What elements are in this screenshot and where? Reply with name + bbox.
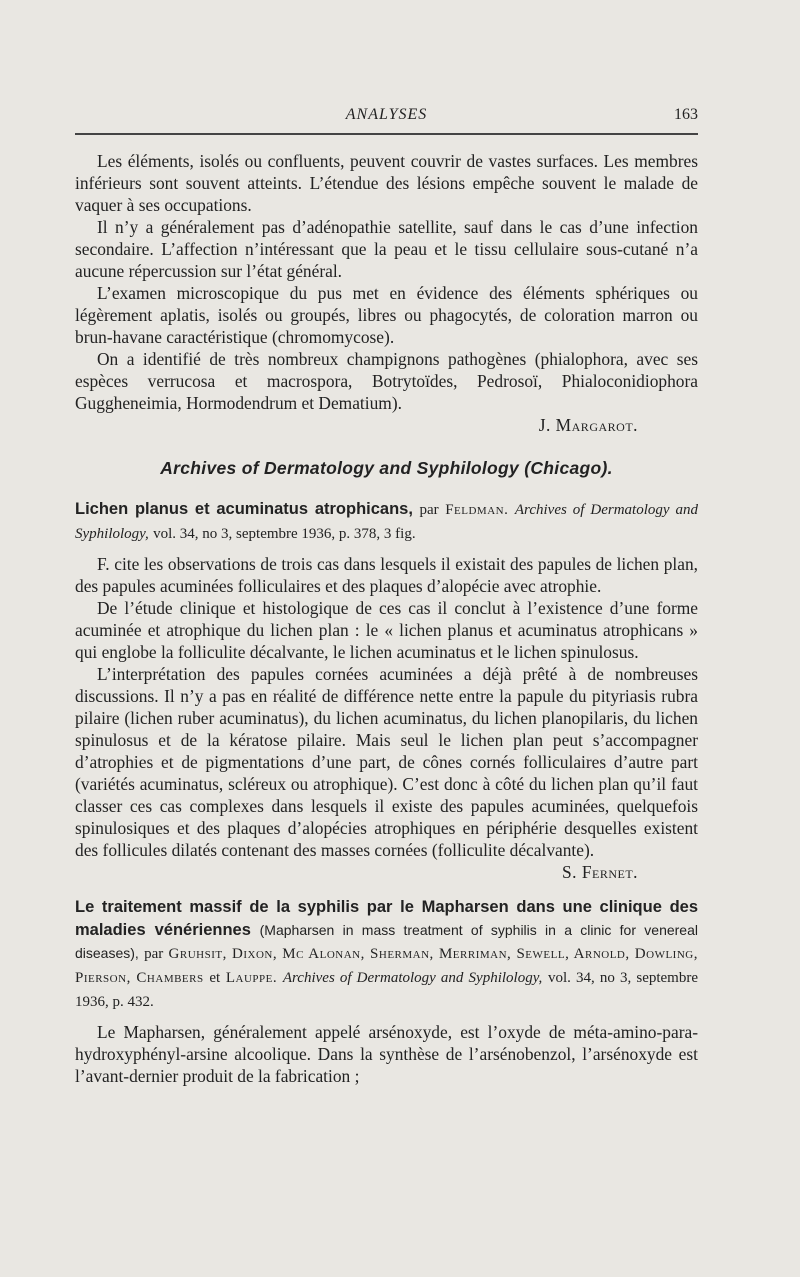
article-by: par bbox=[144, 946, 164, 962]
article-authors: Gruhsit, Dixon, Mc Alonan, Sherman, Merriman, Sewell, Arnold, Dowling, Pierson, Chambers bbox=[75, 946, 698, 986]
article-heading bbox=[75, 497, 698, 545]
signature-text: S. Fernet. bbox=[561, 862, 638, 882]
article-journal: Archives of Dermatology and Syphilology, bbox=[282, 970, 543, 986]
article-last-author: Lauppe. bbox=[225, 970, 278, 986]
page-body bbox=[75, 150, 698, 1087]
body-paragraph: Il n’y a généralement pas d’adénopathie satellite, sauf dans le cas d’une infection secondaire. L’affection n’intéressant que la peau et le tissu cellulaire sous-cutané n’a aucune répercussion sur l’état général. bbox=[75, 217, 698, 281]
section-title: Archives of Dermatology and Syphilology (Chicago). bbox=[160, 458, 613, 478]
article-reference: vol. 34, no 3, septembre 1936, p. 432. bbox=[75, 970, 698, 1010]
article-journal: Archives of Dermatology and Syphilology, bbox=[75, 502, 698, 542]
body-paragraph: F. cite les observations de trois cas dans lesquels il existait des papules de lichen plan, des papules acuminées folliculaires et des plaques d’alopécie avec atrophie. bbox=[75, 554, 698, 596]
body-paragraph: Le Mapharsen, généralement appelé arsénoxyde, est l’oxyde de méta-amino-para-hydroxyphényl-arsine alcoolique. Dans la synthèse de l’arsénobenzol, l’arsénoxyde est l’avant-dernier produit de la fabrication ; bbox=[75, 1022, 698, 1086]
body-paragraph: De l’étude clinique et histologique de ces cas il conclut à l’existence d’une forme acuminée et atrophique du lichen plan : le « lichen planus et acuminatus atrophicans » qui englobe la folliculite décalvante, le lichen acuminatus et le lichen spinulosus. bbox=[75, 598, 698, 662]
article-title: Lichen planus et acuminatus atrophicans, bbox=[75, 500, 413, 518]
spacer bbox=[75, 1013, 698, 1021]
body-paragraph: Les éléments, isolés ou confluents, peuvent couvrir de vastes surfaces. Les membres inférieurs sont souvent atteints. L’étendue des lésions empêche souvent le malade de vaquer à ses occupations. bbox=[75, 151, 698, 215]
article-author: Feldman. bbox=[445, 502, 509, 518]
body-paragraph: On a identifié de très nombreux champignons pathogènes (phialophora, avec ses espèces verrucosa et macrospora, Botrytoïdes, Pedrosoï, Phialoconidiophora Guggheneimia, Hormodendrum et Dematium). bbox=[75, 349, 698, 413]
spacer bbox=[75, 883, 698, 895]
spacer bbox=[75, 545, 698, 553]
signature-text: J. Margarot. bbox=[538, 415, 638, 435]
article-by: par bbox=[419, 502, 439, 518]
running-header bbox=[75, 106, 698, 126]
body-paragraph: L’interprétation des papules cornées acuminées a déjà prêté à de nombreuses discussions. Il n’y a pas en réalité de différence nette entre la papule du pityriasis rubra pilaire (lichen ruber acuminatus), du lichen acuminatus, du lichen planopilaris, du lichen spinulosus et de la kératose pilaire. Mais seul le lichen plan peut s’accompagner d’atrophies et de pigmentations d’une part, de cônes cornés folliculaires d’autre part (variétés acuminatus, scléreux ou atrophique). C’est donc à côté du lichen plan qu’il faut classer ces cas complexes dans lesquels il existe des papules acuminées, quelquefois spinulosiques et des plaques d’alopécies atrophiques en périphérie desquelles existent des follicules dilatés contenant des masses cornées (folliculite décalvante). bbox=[75, 664, 698, 860]
article-reference: vol. 34, no 3, septembre 1936, p. 378, 3 fig. bbox=[153, 526, 416, 542]
page-number: 163 bbox=[674, 106, 698, 123]
article-and: et bbox=[209, 970, 221, 986]
header-rule bbox=[75, 133, 698, 135]
article-heading bbox=[75, 895, 698, 1013]
running-title: ANALYSES bbox=[345, 106, 428, 123]
signature bbox=[75, 414, 698, 436]
signature bbox=[75, 861, 698, 883]
article-english-title: (Mapharsen in mass treatment of syphilis in a clinic for venereal diseases), bbox=[75, 922, 698, 961]
body-paragraph: L’examen microscopique du pus met en évidence des éléments sphériques ou légèrement aplatis, isolés ou groupés, libres ou phagocytés, de coloration marron ou brun-havane caractéristique (chromomycose). bbox=[75, 283, 698, 347]
article-title: Le traitement massif de la syphilis par le Mapharsen dans une clinique des maladies vénériennes bbox=[75, 898, 698, 939]
